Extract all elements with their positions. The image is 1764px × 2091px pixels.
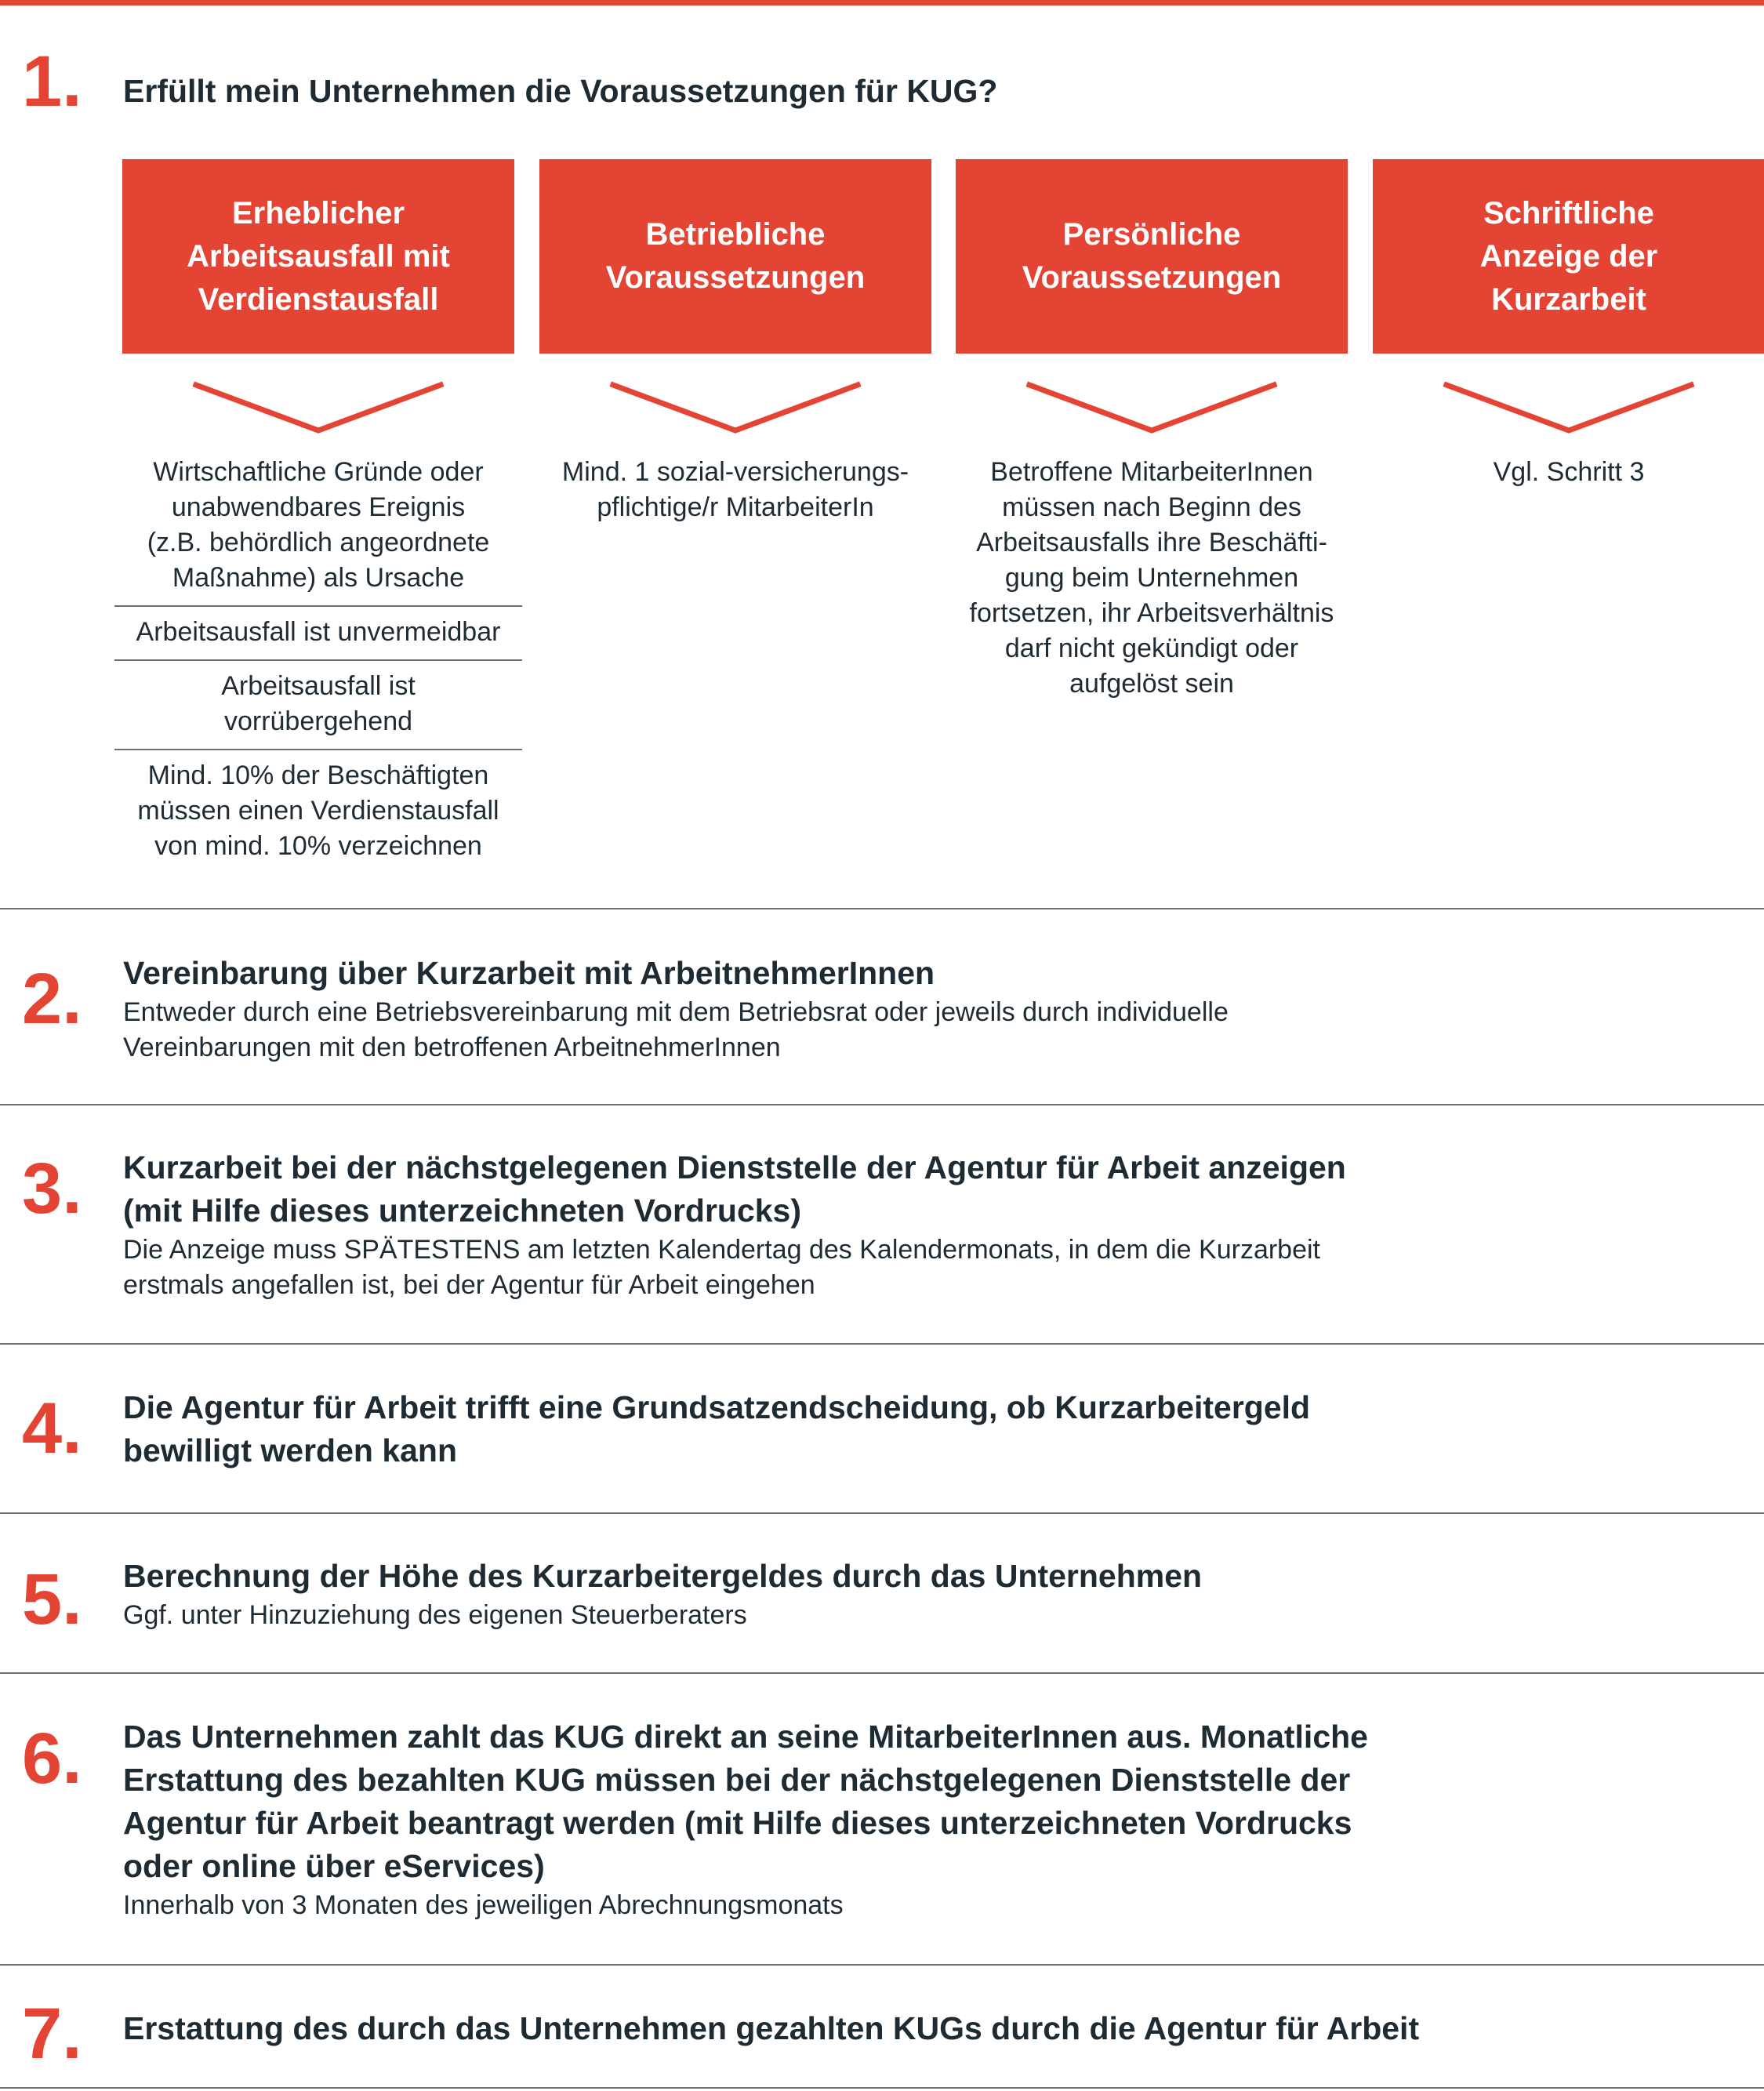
chevron-down-icon bbox=[602, 380, 869, 435]
chevron-down-icon bbox=[1436, 380, 1702, 435]
step-number-6: 6. bbox=[22, 1719, 82, 1799]
requirement-details-2: Mind. 1 sozial-versicherungs- pflichtige/r MitarbeiterIn bbox=[561, 457, 909, 522]
section-divider bbox=[0, 1343, 1764, 1345]
chevron-down-icon bbox=[185, 380, 452, 435]
section-divider bbox=[0, 1104, 1764, 1105]
section-divider bbox=[0, 1512, 1764, 1514]
step-title: Berechnung der Höhe des Kurzarbeitergeldes durch das Unternehmen bbox=[123, 1558, 1203, 1594]
step-6 bbox=[123, 1715, 1613, 1923]
step-text: Die Anzeige muss SPÄTESTENS am letzten Kalendertag des Kalendermonats, in dem die Kurzarbeit erstmals angefallen ist, bei der Agentur für Arbeit eingehen bbox=[123, 1235, 1320, 1300]
step-1-question: Erfüllt mein Unternehmen die Voraussetzungen für KUG? bbox=[123, 73, 998, 109]
step-title: Die Agentur für Arbeit trifft eine Grundsatzendscheidung, ob Kurzarbeitergeld bewilligt werden kann bbox=[123, 1389, 1311, 1468]
step-text: Ggf. unter Hinzuziehung des eigenen Steuerberaters bbox=[123, 1600, 747, 1630]
requirement-details-1 bbox=[114, 455, 522, 873]
step-number-2: 2. bbox=[22, 959, 82, 1039]
step-2 bbox=[123, 952, 1613, 1065]
requirement-details-3: Betroffene MitarbeiterInnen müssen nach Beginn des Arbeitsausfalls ihre Beschäfti- gung beim Unternehmen fortsetzen, ihr Arbeitsverhältnis darf nicht gekündigt oder aufgelöst sein bbox=[969, 457, 1334, 699]
step-title: Das Unternehmen zahlt das KUG direkt an seine MitarbeiterInnen aus. Monatliche Erstattung des bezahlten KUG müssen bei der nächstgelegenen Dienststelle der Agentur für Arbeit beantragt werden (mit Hilfe dieses unterzeichneten Vordrucks oder online über eServices) bbox=[123, 1719, 1368, 1884]
step-text: Entweder durch eine Betriebsvereinbarung mit dem Betriebsrat oder jeweils durch individuelle Vereinbarungen mit den betroffenen ArbeitnehmerInnen bbox=[123, 997, 1229, 1062]
step-4 bbox=[123, 1386, 1613, 1472]
chevron-down-icon bbox=[1018, 380, 1285, 435]
section-divider bbox=[0, 1964, 1764, 1966]
step-3 bbox=[123, 1146, 1613, 1303]
requirement-box-2: Betriebliche Voraussetzungen bbox=[539, 159, 931, 354]
requirement-detail-item: Wirtschaftliche Gründe oder unabwendbares Ereignis (z.B. behördlich angeordnete Maßnahme) als Ursache bbox=[147, 457, 490, 593]
step-5 bbox=[123, 1555, 1613, 1633]
step-number-7: 7. bbox=[22, 1994, 82, 2074]
section-divider bbox=[0, 2087, 1764, 2089]
requirement-box-4: Schriftliche Anzeige der Kurzarbeit bbox=[1373, 159, 1764, 354]
step-number-3: 3. bbox=[22, 1149, 82, 1229]
step-title: Vereinbarung über Kurzarbeit mit ArbeitnehmerInnen bbox=[123, 955, 935, 991]
step-number-1: 1. bbox=[22, 42, 82, 122]
step-7 bbox=[123, 2007, 1613, 2050]
requirement-detail-item: Arbeitsausfall ist unvermeidbar bbox=[114, 605, 522, 659]
step-text: Innerhalb von 3 Monaten des jeweiligen Abrechnungsmonats bbox=[123, 1890, 844, 1920]
section-divider bbox=[0, 1672, 1764, 1674]
requirement-detail-item: Mind. 10% der Beschäftigten müssen einen Verdienstausfall von mind. 10% verzeichnen bbox=[114, 749, 522, 873]
step-title: Erstattung des durch das Unternehmen gezahlten KUGs durch die Agentur für Arbeit bbox=[123, 2010, 1420, 2046]
top-accent-bar bbox=[0, 0, 1764, 5]
step-number-5: 5. bbox=[22, 1559, 82, 1639]
step-title: Kurzarbeit bei der nächstgelegenen Dienststelle der Agentur für Arbeit anzeigen (mit Hilfe dieses unterzeichneten Vordrucks) bbox=[123, 1149, 1346, 1229]
requirement-details-4: Vgl. Schritt 3 bbox=[1493, 457, 1645, 487]
requirement-box-1: Erheblicher Arbeitsausfall mit Verdienstausfall bbox=[122, 159, 514, 354]
requirement-box-3: Persönliche Voraussetzungen bbox=[956, 159, 1348, 354]
section-divider bbox=[0, 908, 1764, 909]
requirement-detail-item: Arbeitsausfall ist vorrübergehend bbox=[114, 659, 522, 749]
step-number-4: 4. bbox=[22, 1389, 82, 1468]
